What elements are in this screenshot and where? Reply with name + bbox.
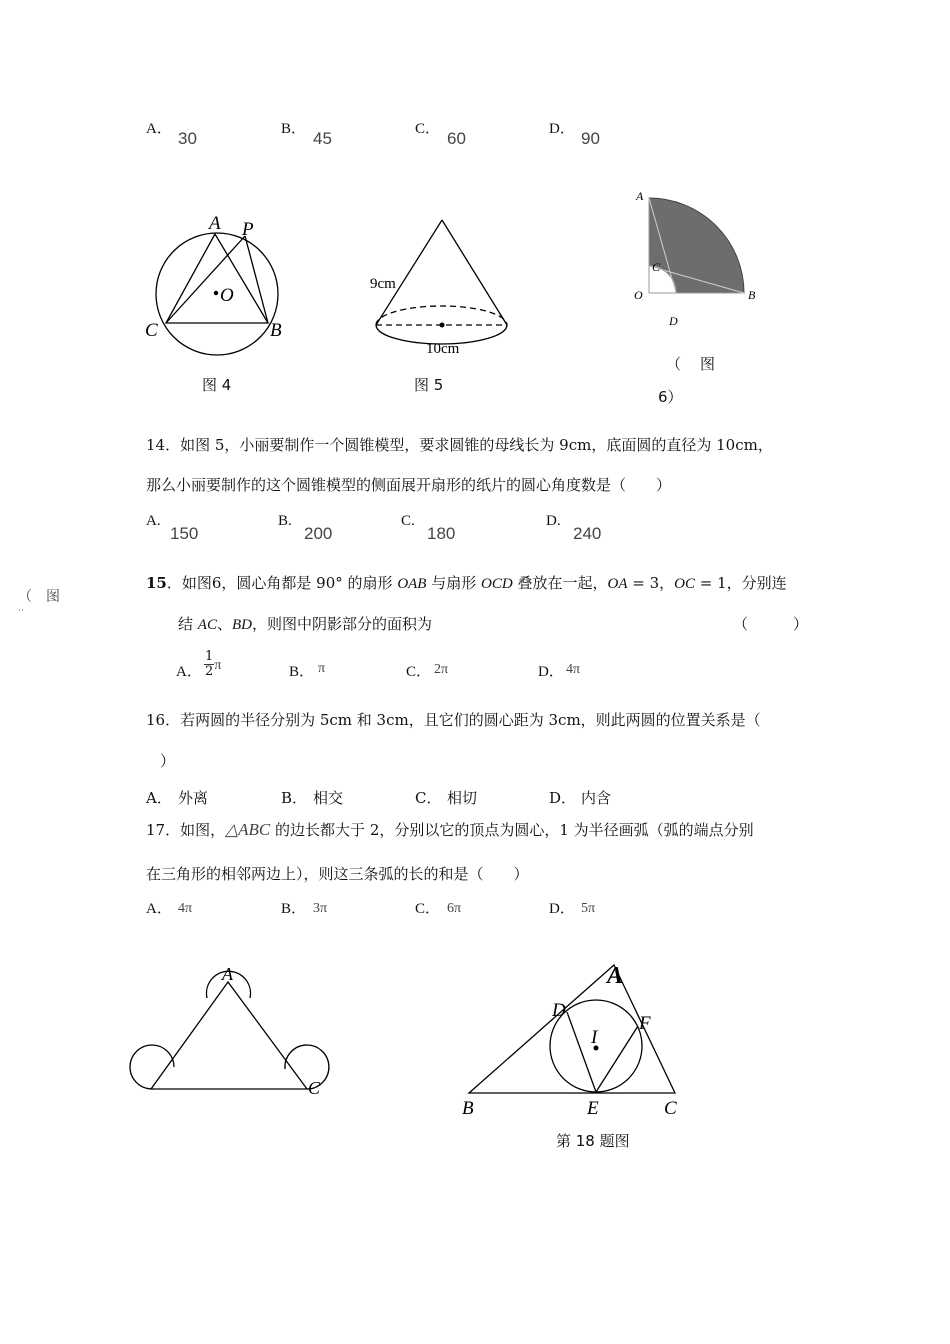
q15-oa: OA (607, 576, 628, 592)
q15-text-a: ．如图6，圆心角都是 90° 的扇形 (166, 574, 398, 592)
q15-line2 (178, 613, 432, 634)
q17-option-c-value: 6π (447, 901, 462, 916)
q15-number: 15 (146, 574, 167, 592)
margin-note-line2: ·· (18, 605, 24, 615)
fig6-caption-word: 图 (700, 355, 716, 373)
fig18-label-i: I (591, 1027, 598, 1048)
fig4-label-a: A (209, 213, 221, 234)
margin-note-line1: （ 图 (18, 590, 60, 605)
fig6-caption-paren: （ (666, 355, 682, 373)
q15-oc: OC (674, 576, 695, 592)
q16-line2: ） (160, 752, 176, 770)
q15-option-a-fraction (204, 650, 221, 679)
fig4-label-c: C (145, 320, 158, 341)
q16-option-a-value: 外离 (178, 789, 209, 807)
q15-oa-value: = 3， (627, 574, 675, 592)
q15-option-b-value: π (318, 661, 326, 676)
cone-slant-right (442, 220, 507, 325)
q14-option-a-value: 150 (170, 524, 199, 543)
q17-option-c-letter: C． (415, 901, 441, 917)
fig18-label-d: D (552, 1000, 566, 1021)
cone-base-back (376, 306, 507, 325)
fig5-caption: 图 5 (414, 376, 444, 394)
q14-option-a-letter: A. (146, 513, 161, 529)
q17-option-a-letter: A． (146, 901, 172, 917)
fig18-label-e: E (587, 1098, 599, 1119)
fig18-label-c: C (664, 1098, 677, 1119)
q13-option-d-value: 90 (581, 129, 600, 148)
fig6-label-a: A (636, 189, 644, 203)
q13-option-c-letter: C． (415, 121, 441, 137)
q13-option-b-value: 45 (313, 129, 332, 148)
q15-sep: 、 (216, 615, 232, 633)
q17-option-b-value: 3π (313, 901, 328, 916)
q13-option-d-letter: D． (549, 121, 575, 137)
fig18-label-b: B (462, 1098, 474, 1119)
q17-option-a-value: 4π (178, 901, 193, 916)
fig4-label-p: P (242, 219, 254, 240)
q15-option-c-letter: C． (406, 664, 432, 680)
q16-option-d-letter: D． (549, 789, 577, 807)
fig4-chord-bp (245, 236, 268, 323)
q17-line2: 在三角形的相邻两边上），则这三条弧的长的和是（ ） (146, 865, 529, 883)
q17-triangle-shape (151, 982, 307, 1089)
q17-text-a: 17．如图， (146, 821, 226, 839)
fig18-label-a: A (607, 963, 624, 989)
q15-bd: BD (231, 617, 252, 633)
fig4-triangle (166, 234, 268, 323)
fig4-center-dot (214, 291, 218, 295)
q15-line2-a: 结 (178, 615, 198, 633)
q15-line2-b: ，则图中阴影部分的面积为 (251, 615, 432, 633)
q15-option-b-letter: B． (289, 664, 315, 680)
q15-option-a-pi: π (214, 658, 222, 673)
figure-6-sectors (628, 183, 768, 333)
q15-option-d-letter: D． (538, 664, 564, 680)
q14-option-c-value: 180 (427, 524, 456, 543)
q17-triangle: △ABC (225, 820, 271, 839)
fig6-caption-number: 6） (658, 388, 683, 406)
q14-option-b-value: 200 (304, 524, 333, 543)
q17-option-b-letter: B． (281, 901, 307, 917)
q17-label-a: A (222, 964, 233, 984)
fig6-label-d: D (669, 314, 678, 328)
q17-option-d-value: 5π (581, 901, 596, 916)
q17-option-d-letter: D． (549, 901, 575, 917)
fig6-shaded-region (649, 198, 744, 293)
fig6-label-o: O (634, 288, 643, 302)
q15-oab: OAB (397, 576, 427, 592)
figure-5-cone (365, 212, 515, 362)
q13-option-a-value: 30 (178, 129, 197, 148)
q14-option-b-letter: B. (278, 513, 292, 529)
cone-center-dot (440, 323, 445, 328)
q14-line1: 14．如图 5，小丽要制作一个圆锥模型，要求圆锥的母线长为 9cm，底面圆的直径为 10cm， (146, 436, 773, 454)
fig4-caption: 图 4 (202, 376, 232, 394)
fig4-chord-cp (166, 236, 245, 323)
q16-option-c-letter: C． (415, 789, 442, 807)
fig18-label-f: F (639, 1013, 651, 1034)
q15-text-b: 与扇形 (426, 574, 482, 592)
fig6-label-c: C (652, 260, 661, 274)
q17-line1 (146, 819, 754, 840)
fig4-label-o: O (220, 285, 234, 306)
figure-4 (140, 205, 300, 365)
fig18-segment-fe (596, 1026, 638, 1092)
fig6-label-b: B (748, 288, 756, 302)
cone-slant-label: 9cm (370, 276, 396, 292)
fig18-caption: 第 18 题图 (556, 1132, 630, 1150)
q16-line1: 16．若两圆的半径分别为 5cm 和 3cm，且它们的圆心距为 3cm，则此两圆的位置关系是（ (146, 711, 761, 729)
q15-option-a-denominator: 2 (205, 664, 214, 679)
q14-option-d-value: 240 (573, 524, 602, 543)
q16-option-d-value: 内含 (581, 789, 612, 807)
q13-option-c-value: 60 (447, 129, 466, 148)
q15-option-d-value: 4π (566, 662, 581, 677)
q16-option-b-letter: B． (281, 789, 308, 807)
q17-text-b: 的边长都大于 2，分别以它的顶点为圆心，1 为半径画弧（弧的端点分别 (270, 821, 754, 839)
q15-option-a-letter: A． (176, 664, 202, 680)
cone-diameter-label: 10cm (426, 341, 460, 357)
cone-slant-left (376, 220, 442, 325)
q15-option-c-value: 2π (434, 662, 449, 677)
fig18-segment-de (567, 1012, 596, 1092)
q13-option-b-letter: B． (281, 121, 307, 137)
q17-label-c: C (308, 1078, 321, 1098)
q15-oc-value: = 1，分别连 (694, 574, 787, 592)
q16-option-c-value: 相切 (447, 789, 478, 807)
figure-18-incircle (455, 955, 695, 1125)
q15-text-c: 叠放在一起， (512, 574, 608, 592)
fig4-label-b: B (270, 320, 282, 341)
q14-option-d-letter: D. (546, 513, 561, 529)
q15-answer-paren: （ ） (733, 615, 809, 633)
q16-option-a-letter: A． (146, 789, 172, 807)
q14-line2: 那么小丽要制作的这个圆锥模型的侧面展开扇形的纸片的圆心角度数是（ ） (146, 476, 672, 494)
q15-option-a-numerator: 1 (205, 649, 214, 664)
q15-line1 (146, 572, 787, 593)
figure-q17-triangle (120, 950, 340, 1120)
q16-option-b-value: 相交 (313, 789, 344, 807)
q13-option-a-letter: A． (146, 121, 172, 137)
q14-option-c-letter: C. (401, 513, 415, 529)
q15-ocd: OCD (481, 576, 513, 592)
q15-ac: AC (197, 617, 217, 633)
